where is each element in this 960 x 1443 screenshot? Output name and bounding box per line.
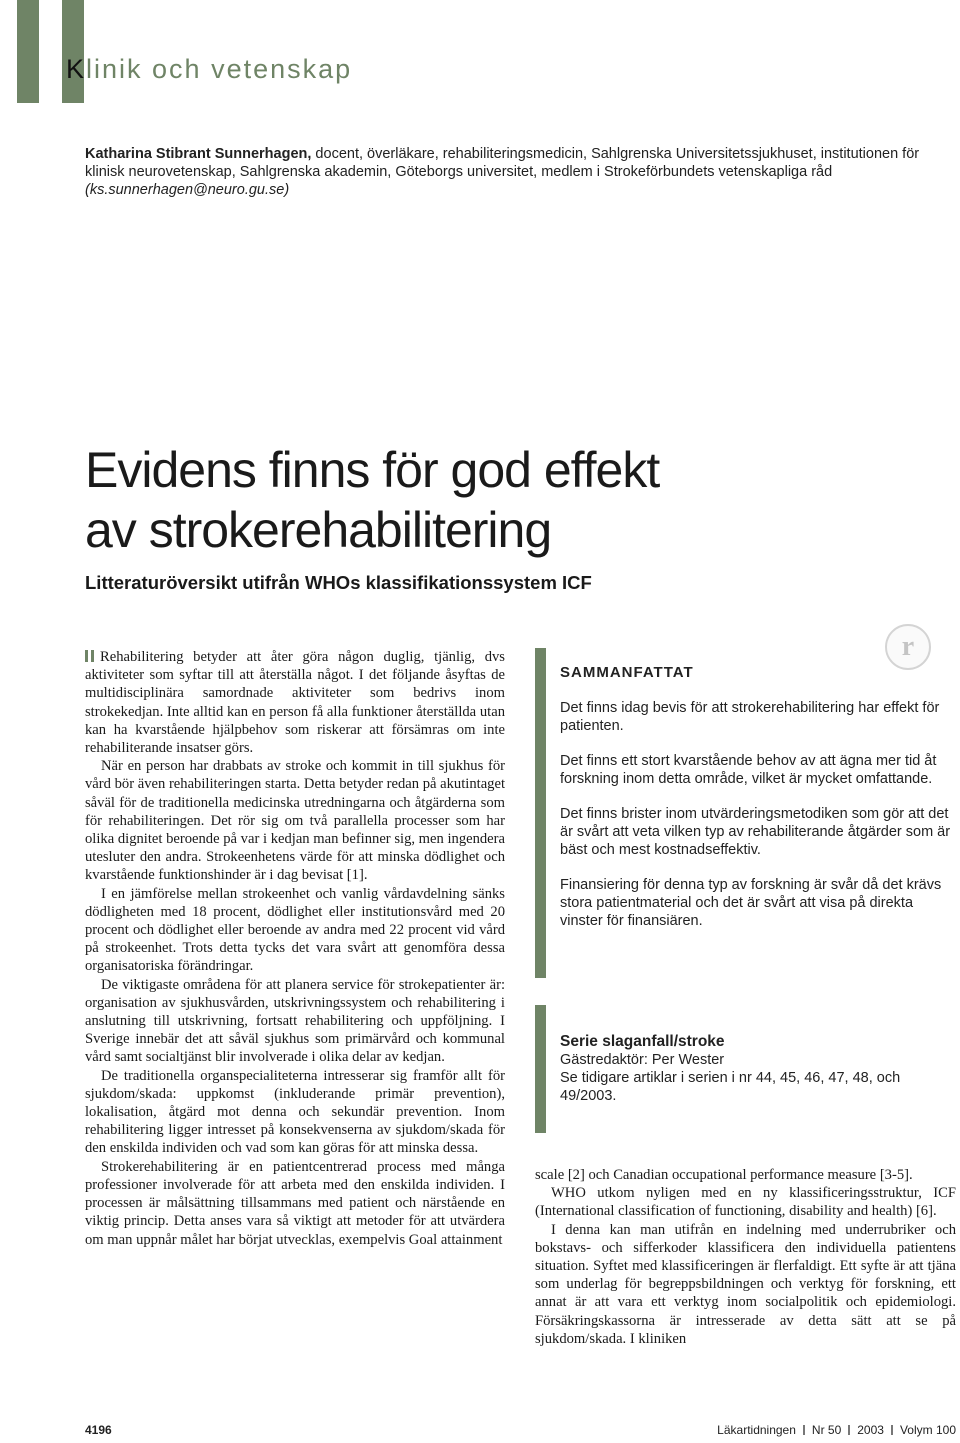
series-box — [535, 1005, 956, 1133]
series-previous-articles: Se tidigare artiklar i serien i nr 44, 45, 46, 47, 48, och 49/2003. — [560, 1070, 901, 1104]
section-title-initial: K — [66, 54, 87, 84]
article-title — [85, 440, 945, 560]
summary-point: Finansiering för denna typ av forskning är svår då det krävs stora patientmaterial och det är svårt att visa på direkta vinster för finansiären. — [560, 877, 942, 929]
series-editor: Gästredaktör: Per Wester — [560, 1052, 725, 1068]
body-left-column — [85, 648, 505, 1249]
footer-separator — [891, 1425, 893, 1435]
body-right-column — [535, 1166, 956, 1348]
body-paragraph: När en person har drabbats av stroke och kommit in till sjukhus för vård bör även rehabiliteringen starta. Detta betyder redan på akutintaget såväl för de traditionella medicinska utredningarna och åtgärderna som för rehabiliteringen. Det rör sig om två parallella processer som har olika dignitet beroende på var i kedjan man befinner sig, men ingendera utesluter den andra. Strokeenhetens värde för att minska dödlighet och kvarstående funktionshinder är i dag bevisat [1]. — [85, 758, 505, 884]
article-title-line-2: av strokerehabilitering — [85, 502, 552, 558]
article-title-line-1: Evidens finns för god effekt — [85, 442, 660, 498]
body-paragraph-text: Rehabilitering betyder att åter göra någon duglig, tjänlig, dvs aktiviteter som syftar till att återställa något. I det följande åsyftas de multidisciplinära samordnade aktiviteter som bedrivs inom strokekedjan. Inte alltid kan en person få alla funktioner återställda utan kan ha kvarstående hjälpbehov som riskerar att försämras om inte rehabiliterande insatser görs. — [85, 649, 505, 757]
body-paragraph: Strokerehabilitering är en patientcentrerad process med många professioner involverade för att arbeta med den enskilda individen. I processen är målsättning tillsammans med patient och närstående en viktig princip. Detta anses vara så viktigt att metoder för att utvärdera om man uppnår målet har börjat utvecklas, exempelvis Goal attainment — [85, 1158, 505, 1248]
body-paragraph — [85, 648, 505, 757]
body-paragraph: scale [2] och Canadian occupational performance measure [3-5]. — [535, 1167, 913, 1183]
body-paragraph: WHO utkom nyligen med en ny klassificeringsstruktur, ICF (International classification of functioning, disability and health) [6]. — [535, 1185, 956, 1220]
journal-volume: Volym 100 — [899, 1423, 956, 1437]
review-badge-icon: r — [885, 624, 931, 670]
author-description: docent, överläkare, rehabiliteringsmedicin, Sahlgrenska Universitetssjukhuset, institutionen för klinisk neurovetenskap, Sahlgrenska akademin, Göteborgs universitet, medlem i Strokeförbundets vetenskapliga råd — [85, 146, 920, 180]
summary-box — [535, 648, 956, 978]
journal-year: 2003 — [857, 1423, 884, 1437]
paragraph-start-marker-icon — [85, 650, 94, 662]
footer-separator — [803, 1425, 805, 1435]
header-accent-bar-right — [62, 0, 87, 103]
summary-point: Det finns brister inom utvärderingsmetodiken som gör att det är svårt att veta vilken typ av rehabiliterande åtgärder som är bäst och mest kostnadseffektiv. — [560, 806, 951, 858]
body-paragraph: De traditionella organspecialiteterna intresserar sig framför allt för sjukdom/skada: uppkomst (inkluderande primär prevention), lokalisation, åtgärd mot denna och sekundär prevention. Inom rehabilitering ligger intresset på konsekvenserna av sjukdom/skada för den enskilda individen och vad som kan göras för att minska dessa. — [85, 1067, 505, 1157]
journal-name: Läkartidningen — [717, 1423, 796, 1437]
body-paragraph: I denna kan man utifrån en indelning med underrubriker och bokstavs- och sifferkoder klassificera den individuella patientens situation. Syftet med klassificeringen är flerfaldigt. Ett syfte är att tjäna som underlag för begreppsbildningen och verktyg för forskning, ett annat är att vara ett verktyg inom socialpolitik och epidemiologi. Försäkringskassorna är intresserade av detta sätt att se på sjukdom/skada. I kliniken — [535, 1221, 956, 1347]
article-subtitle: Litteraturöversikt utifrån WHOs klassifikationssystem ICF — [85, 572, 592, 593]
author-name: Katharina Stibrant Sunnerhagen, — [85, 146, 312, 162]
author-email[interactable]: (ks.sunnerhagen@neuro.gu.se) — [85, 182, 290, 198]
body-paragraph: I en jämförelse mellan strokeenhet och vanlig vårdavdelning sänks dödligheten med 18 procent, dödlighet eller institutionsvård med 20 procent och dödlighet eller beroende av andra med 22 procent vid vård på strokeenhet. Trots detta tycks det vara svårt att genomföra dessa organisatoriska förändringar. — [85, 885, 505, 975]
section-title-rest: linik och vetenskap — [86, 54, 353, 84]
series-heading: Serie slaganfall/stroke — [560, 1033, 725, 1050]
author-info — [85, 145, 955, 199]
page-number: 4196 — [85, 1423, 112, 1437]
journal-footer — [717, 1423, 956, 1437]
body-paragraph: De viktigaste områdena för att planera service för strokepatienter är: organisation av sjukhusvården, utskrivningssystem och rehabilitering i anslutning till utskrivning, fortsatt rehabilitering och uppföljning. I Sverige innebär det att såväl sjukhus som primärvård och kommunal vård samt socialtjänst blir involverade i olika delar av kedjan. — [85, 976, 505, 1066]
summary-heading: SAMMANFATTAT — [560, 664, 694, 681]
summary-point: Det finns ett stort kvarstående behov av att ägna mer tid åt forskning inom detta område, vilket är mycket omfattande. — [560, 753, 937, 787]
journal-issue: Nr 50 — [811, 1423, 842, 1437]
footer-separator — [848, 1425, 850, 1435]
summary-point: Det finns idag bevis för att strokerehabilitering har effekt för patienten. — [560, 700, 940, 734]
section-title — [66, 54, 352, 85]
header-accent-bar-left — [17, 0, 39, 103]
